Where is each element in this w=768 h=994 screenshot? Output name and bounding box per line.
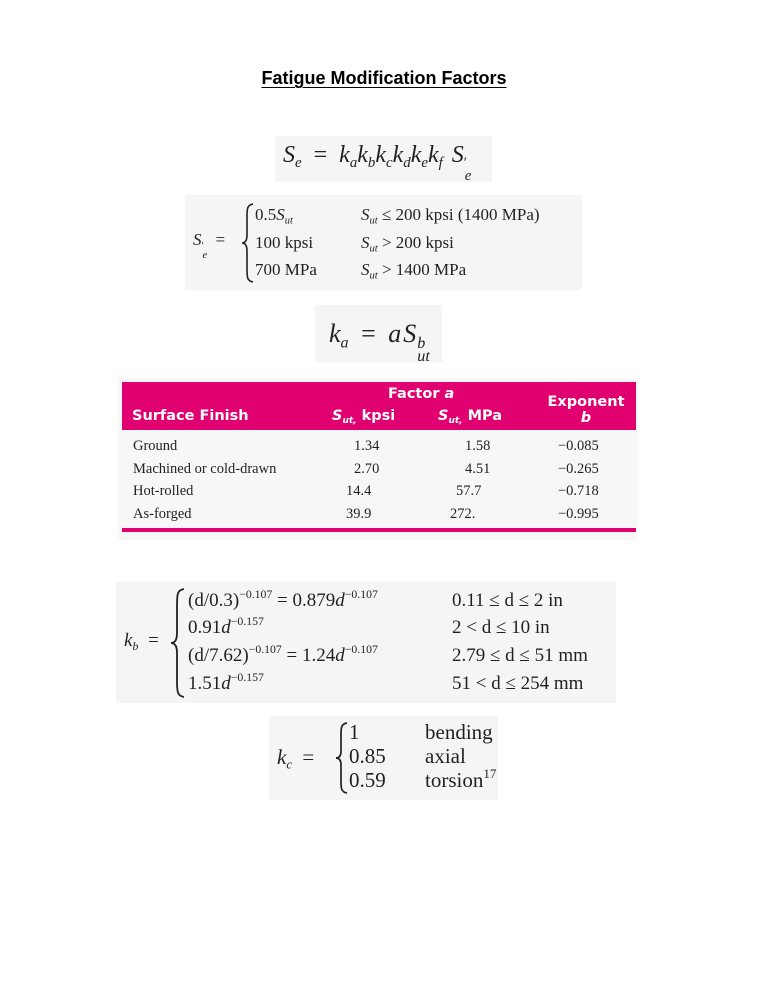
cond-var-sub: ut	[369, 270, 378, 282]
cell-mpa: 272.	[450, 505, 476, 522]
case-exponent: −0.107	[239, 587, 273, 601]
surface-factor-equation	[315, 305, 442, 366]
se-lhs-sub: e	[295, 155, 302, 172]
equals-sign: =	[302, 745, 315, 769]
case-expr: 1.51	[188, 673, 222, 694]
load-factor-equation	[269, 716, 498, 800]
case-expr: 0.91	[188, 617, 222, 638]
factor-ka: k	[339, 142, 350, 168]
case-exponent: −0.107	[344, 587, 378, 601]
header-exponent-b: Exponent b	[547, 394, 625, 426]
kb-symbol: k	[124, 630, 133, 651]
factor-kf: k	[427, 142, 439, 168]
ka-symbol: k	[329, 319, 341, 348]
factor-ke-sub: e	[421, 155, 428, 172]
se-lhs: S	[283, 142, 295, 168]
kb-sub: b	[132, 640, 139, 654]
cell-kpsi: 39.9	[346, 505, 372, 522]
cell-finish: Hot-rolled	[133, 483, 194, 499]
cond-var: S	[361, 260, 370, 279]
equals-sign: =	[361, 319, 376, 348]
equals-sign: =	[313, 142, 328, 168]
cond-var: S	[361, 205, 370, 224]
se-prime-cond-2	[361, 233, 454, 253]
cell-finish: Ground	[133, 438, 178, 454]
kc-lhs	[277, 745, 314, 770]
factor-kf-sub: f	[438, 155, 443, 172]
factor-ka-sub: a	[349, 155, 358, 172]
prime-mark: ′	[463, 155, 468, 172]
case-exponent: −0.107	[248, 642, 282, 656]
size-factor-equation	[116, 582, 616, 703]
cell-mpa: 57.7	[456, 483, 482, 499]
factor-a-group-header: Factor a	[388, 386, 455, 402]
kc-value-3: 0.59	[349, 768, 386, 792]
case-equivalent: = 0.879	[272, 590, 336, 611]
cell-exponent: −0.265	[558, 460, 599, 477]
case-exponent: −0.107	[344, 642, 378, 656]
cell-kpsi: 14.4	[346, 483, 372, 499]
table-bottom-rule	[122, 528, 636, 532]
cell-finish: As-forged	[133, 505, 192, 522]
cond-text: > 200 kpsi	[377, 233, 454, 252]
equals-sign: =	[148, 630, 159, 651]
case-var: d	[335, 590, 345, 611]
surface-finish-table	[118, 378, 638, 540]
cond-var: S	[361, 233, 370, 252]
kb-cond-2: 2 < d ≤ 10 in	[452, 617, 550, 638]
kc-value-2: 0.85	[349, 744, 386, 768]
left-brace-icon	[241, 203, 255, 283]
kb-cond-1: 0.11 ≤ d ≤ 2 in	[452, 590, 563, 611]
factor-kc-sub: c	[386, 155, 393, 172]
se-prime-lhs	[193, 230, 225, 261]
header-sut-mpa: $S_{ut,}$ MPa	[438, 408, 503, 427]
kb-case-4	[188, 670, 264, 695]
factor-kd: k	[392, 142, 404, 168]
kb-lhs	[124, 630, 159, 652]
ka-sub: a	[340, 334, 349, 352]
case-value: 0.5	[255, 205, 277, 224]
cell-kpsi: 1.34	[354, 438, 380, 454]
kc-sub: c	[286, 756, 293, 772]
se-prime-term: S	[451, 142, 464, 168]
cond-text: ≤ 200 kpsi (1400 MPa)	[377, 205, 540, 224]
case-equivalent: = 1.24	[281, 645, 336, 666]
se-prime-sub: e	[464, 167, 472, 184]
table-row	[122, 436, 636, 459]
case-value: 100 kpsi	[255, 233, 314, 252]
se-prime-case-1	[255, 205, 293, 225]
kc-label-3	[425, 765, 497, 793]
cond-var-sub: ut	[369, 215, 378, 227]
case-var: S	[276, 205, 285, 224]
se-prime-case-3	[255, 260, 317, 280]
case-expr: (d/7.62)	[188, 645, 249, 666]
factor-kb: k	[357, 142, 368, 168]
case-var-sub: ut	[284, 215, 293, 227]
header-surface-finish: Surface Finish	[132, 408, 249, 424]
case-exponent: −0.157	[230, 614, 264, 628]
cell-mpa: 1.58	[465, 438, 491, 454]
cell-exponent: −0.085	[558, 438, 599, 454]
sut-symbol: S	[403, 319, 417, 348]
kb-cond-3: 2.79 ≤ d ≤ 51 mm	[452, 645, 588, 666]
kb-cond-4: 51 < d ≤ 254 mm	[452, 673, 584, 694]
kb-case-2	[188, 614, 264, 639]
cell-mpa: 4.51	[465, 460, 491, 477]
se-prime-cond-1	[361, 205, 540, 225]
case-var: d	[221, 617, 231, 638]
cell-kpsi: 2.70	[354, 460, 380, 477]
cond-var-sub: ut	[369, 243, 378, 255]
case-value: 700 MPa	[255, 260, 317, 279]
footnote-ref: 17	[483, 765, 497, 781]
kb-case-3	[188, 642, 378, 667]
factor-kb-sub: b	[367, 155, 376, 172]
prime-mark: ′	[201, 240, 204, 252]
case-var: d	[335, 645, 345, 666]
rotating-beam-endurance-equation	[185, 195, 582, 290]
exponent-b: b	[417, 334, 426, 352]
kc-label-2: axial	[425, 744, 466, 768]
factor-ke: k	[410, 142, 422, 168]
cell-exponent: −0.995	[558, 505, 599, 522]
table-body	[122, 430, 636, 526]
factor-kd-sub: d	[403, 155, 411, 172]
case-var: d	[221, 673, 231, 694]
kc-label-1: bending	[425, 720, 493, 744]
page-title: Fatigue Modification Factors	[261, 68, 507, 88]
equals-sign: =	[215, 230, 226, 249]
table-header	[122, 382, 636, 430]
left-brace-icon	[170, 588, 186, 698]
factor-kc: k	[375, 142, 386, 168]
coefficient-a: a	[388, 319, 402, 348]
table-row	[122, 504, 636, 527]
case-exponent: −0.157	[230, 670, 264, 684]
case-label: torsion	[425, 768, 484, 792]
kc-symbol: k	[277, 745, 287, 769]
kb-case-1	[188, 587, 378, 612]
case-expr: (d/0.3)	[188, 590, 240, 611]
header-sut-kpsi: $S_{ut,}$ kpsi	[332, 408, 396, 427]
table-row	[122, 459, 636, 482]
se-prime-case-2	[255, 233, 313, 253]
cond-text: > 1400 MPa	[377, 260, 467, 279]
kc-value-1: 1	[349, 720, 360, 744]
left-brace-icon	[335, 722, 349, 794]
se-prime-lhs-sub: e	[202, 249, 208, 261]
table-row	[122, 481, 636, 504]
se-prime-cond-3	[361, 260, 466, 280]
sut-sub: ut	[417, 348, 430, 366]
se-prime-symbol: S	[193, 230, 202, 249]
cell-finish: Machined or cold-drawn	[133, 460, 277, 477]
cell-exponent: −0.718	[558, 483, 599, 499]
endurance-limit-equation	[275, 136, 492, 182]
